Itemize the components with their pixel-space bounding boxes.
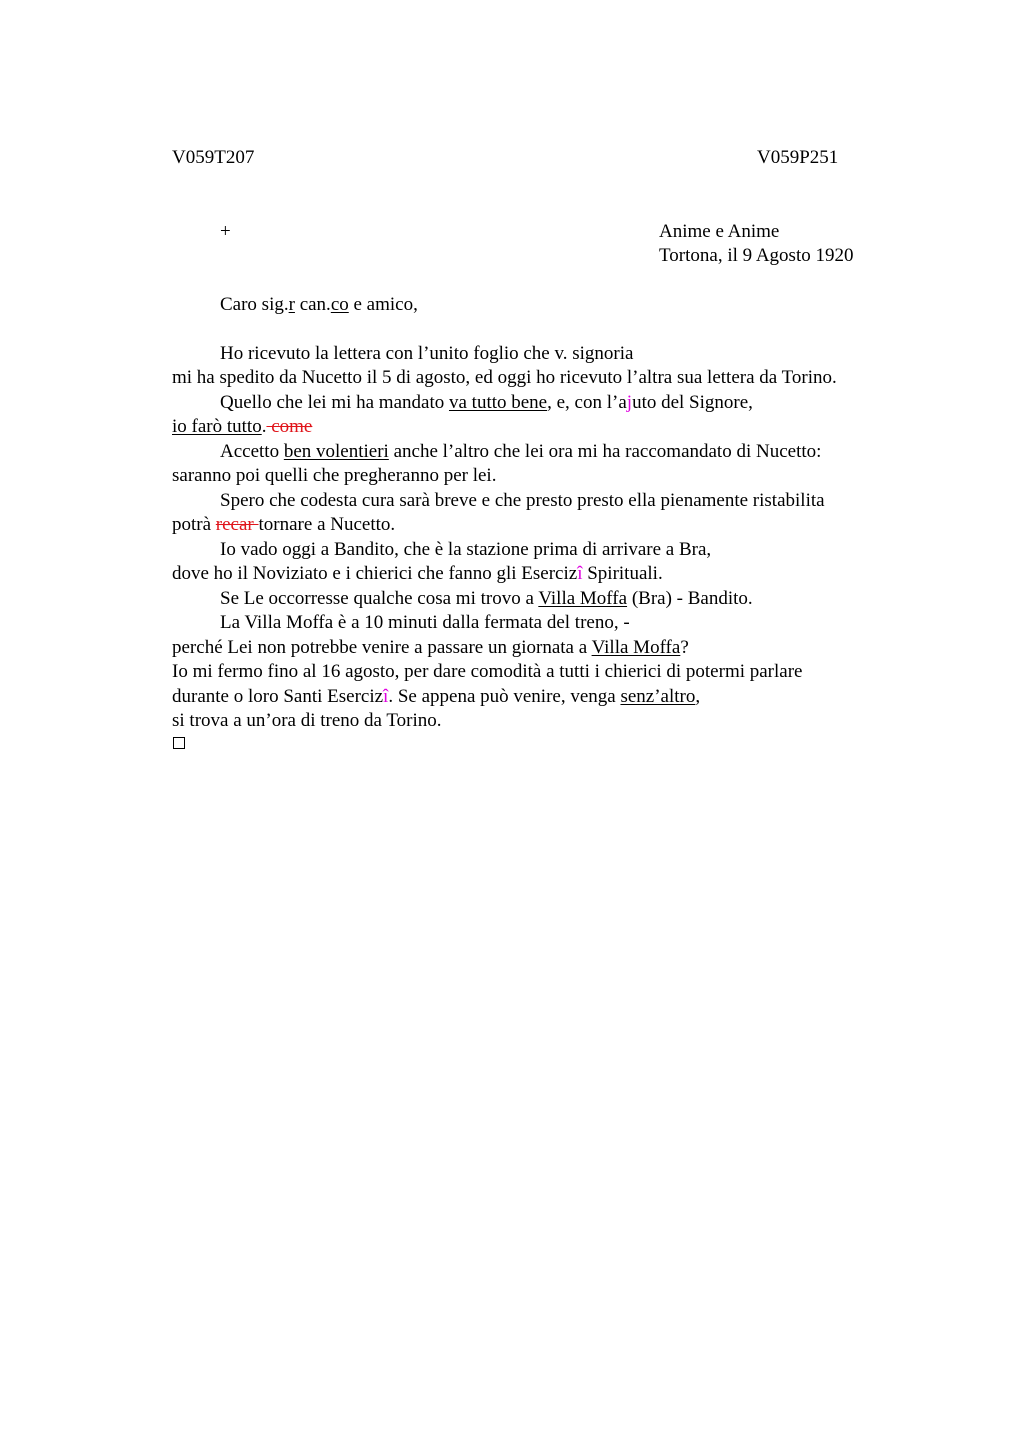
salutation bbox=[220, 293, 418, 317]
letter-line: Io mi fermo fino al 16 agosto, per dare comodità a tutti i chierici di potermi parlare bbox=[172, 661, 803, 682]
letter-line bbox=[172, 562, 663, 586]
underlined-text: Villa Moffa bbox=[591, 637, 681, 658]
letter-line bbox=[172, 513, 395, 537]
salutation-abbrev-sup: co bbox=[330, 294, 349, 315]
text-run: Accetto bbox=[220, 441, 284, 462]
corrected-letter: î bbox=[577, 563, 583, 584]
letter-line bbox=[220, 440, 821, 464]
text-run: uto del Signore, bbox=[632, 392, 753, 413]
text-run: ? bbox=[680, 637, 689, 658]
underlined-text: io farò tutto bbox=[172, 416, 262, 437]
document-code-left: V059T207 bbox=[172, 147, 255, 168]
letter-line: si trova a un’ora di treno da Torino. bbox=[172, 710, 442, 731]
end-mark-box-icon bbox=[173, 737, 185, 749]
salutation-part: Caro sig. bbox=[220, 294, 289, 315]
salutation-abbrev-sup: r bbox=[288, 294, 295, 315]
letter-line: Io vado oggi a Bandito, che è la stazione prima di arrivare a Bra, bbox=[220, 539, 712, 560]
place-date: Tortona, il 9 Agosto 1920 bbox=[659, 245, 854, 266]
text-run: . bbox=[261, 416, 267, 437]
letter-line bbox=[172, 636, 689, 660]
letter-line bbox=[172, 685, 700, 709]
text-run: durante o loro Santi Eserciz bbox=[172, 686, 384, 707]
corrected-letter: j bbox=[626, 392, 633, 413]
struck-text: come bbox=[266, 416, 313, 437]
motto: Anime e Anime bbox=[659, 221, 780, 242]
text-run: , e, con l’a bbox=[547, 392, 627, 413]
underlined-text: va tutto bene bbox=[448, 392, 548, 413]
text-run: perché Lei non potrebbe venire a passare un giornata a bbox=[172, 637, 592, 658]
letter-line: La Villa Moffa è a 10 minuti dalla fermata del treno, - bbox=[220, 612, 630, 633]
letter-line bbox=[220, 587, 753, 611]
letter-line: mi ha spedito da Nucetto il 5 di agosto, ed oggi ho ricevuto l’altra sua lettera da Torino. bbox=[172, 367, 837, 388]
struck-text: recar bbox=[215, 514, 259, 535]
text-run: Se Le occorresse qualche cosa mi trovo a bbox=[220, 588, 539, 609]
salutation-part: can. bbox=[294, 294, 331, 315]
letter-line: saranno poi quelli che pregheranno per lei. bbox=[172, 465, 497, 486]
cross-mark: + bbox=[220, 221, 231, 242]
salutation-part: e amico, bbox=[348, 294, 418, 315]
text-run: , bbox=[695, 686, 701, 707]
text-run: Spirituali. bbox=[582, 563, 663, 584]
document-code-right: V059P251 bbox=[757, 147, 839, 168]
text-run: anche l’altro che lei ora mi ha raccomandato di Nucetto: bbox=[388, 441, 822, 462]
letter-line: Ho ricevuto la lettera con l’unito foglio che v. signoria bbox=[220, 343, 634, 364]
underlined-text: senz’altro bbox=[620, 686, 696, 707]
text-run: dove ho il Noviziato e i chierici che fanno gli Eserciz bbox=[172, 563, 578, 584]
corrected-letter: î bbox=[383, 686, 389, 707]
letter-line: Spero che codesta cura sarà breve e che presto presto ella pienamente ristabilita bbox=[220, 490, 825, 511]
text-run: Quello che lei mi ha mandato bbox=[220, 392, 449, 413]
underlined-text: ben volentieri bbox=[283, 441, 389, 462]
text-run: (Bra) - Bandito. bbox=[627, 588, 753, 609]
letter-line bbox=[220, 391, 753, 415]
text-run: . Se appena può venire, venga bbox=[388, 686, 621, 707]
text-run: tornare a Nucetto. bbox=[258, 514, 396, 535]
letter-line bbox=[172, 415, 312, 439]
text-run: potrà bbox=[172, 514, 216, 535]
underlined-text: Villa Moffa bbox=[538, 588, 628, 609]
